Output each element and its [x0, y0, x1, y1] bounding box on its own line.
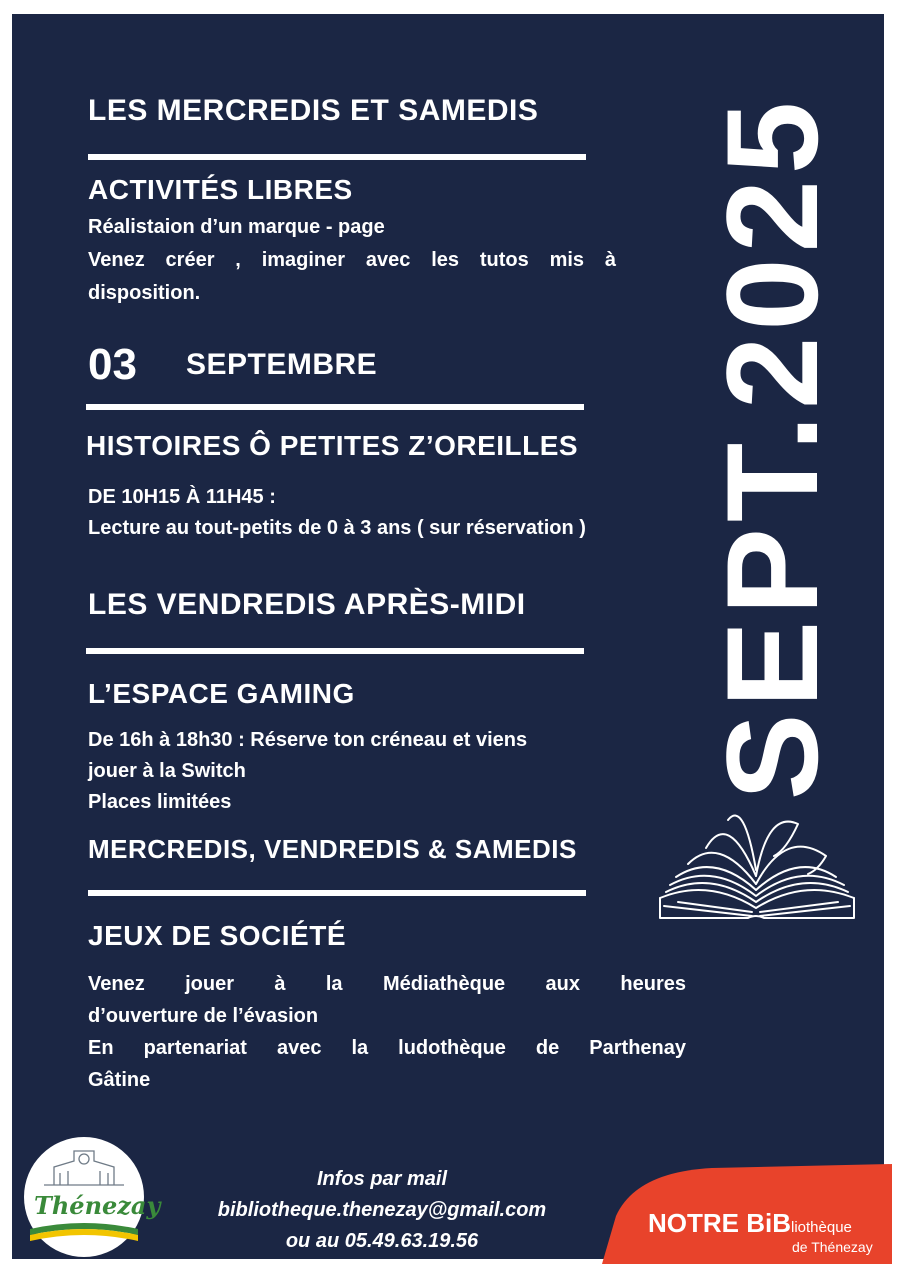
notre-bibliotheque-badge: [602, 1164, 892, 1264]
divider: [86, 648, 584, 654]
text-line: Venez jouer à la Médiathèque aux heures: [88, 973, 686, 995]
poster: [12, 14, 884, 1259]
text-line: Réalistaion d’un marque - page: [88, 216, 385, 238]
subheading-espace-gaming: L’ESPACE GAMING: [88, 678, 355, 709]
divider: [88, 890, 586, 896]
text-line: Venez créer , imaginer avec les tutos mis à: [88, 249, 616, 271]
contact-email: bibliotheque.thenezay@gmail.com: [217, 1199, 547, 1221]
contact-phone: ou au 05.49.63.19.56: [285, 1230, 479, 1252]
text-line: Lecture au tout-petits de 0 à 3 ans ( sur réservation ): [88, 517, 586, 539]
logo-text: Thénezay: [34, 1191, 161, 1220]
date-month: SEPTEMBRE: [186, 348, 378, 381]
subheading-activites-libres: ACTIVITÉS LIBRES: [88, 174, 353, 205]
heading-mer-ven-sam: MERCREDIS, VENDREDIS & SAMEDIS: [88, 834, 577, 864]
badge-title-big: NOTRE BiB: [648, 1208, 791, 1238]
badge-subtitle: de Thénezay: [792, 1239, 873, 1255]
text-line: jouer à la Switch: [88, 760, 246, 782]
contact-label: Infos par mail: [316, 1168, 448, 1190]
divider: [88, 154, 586, 160]
heading-vendredis: LES VENDREDIS APRÈS-MIDI: [88, 588, 526, 621]
text-line: d’ouverture de l’évasion: [88, 1005, 319, 1027]
badge-title: [648, 1208, 852, 1239]
date-day: 03: [88, 340, 137, 389]
text-line: Places limitées: [88, 791, 232, 813]
subheading-jeux-societe: JEUX DE SOCIÉTÉ: [88, 920, 347, 951]
text-line: De 16h à 18h30 : Réserve ton créneau et viens: [88, 729, 528, 751]
thenezay-logo: [24, 1137, 161, 1257]
subheading-histoires: HISTOIRES Ô PETITES Z’OREILLES: [86, 430, 579, 461]
heading-mercredis-samedis: LES MERCREDIS ET SAMEDIS: [88, 94, 539, 127]
badge-title-small: liothèque: [791, 1219, 852, 1236]
text-line: En partenariat avec la ludothèque de Parthenay: [88, 1037, 686, 1059]
text-line: DE 10H15 À 11H45 :: [88, 486, 276, 508]
text-line: disposition.: [88, 282, 201, 304]
divider: [86, 404, 584, 410]
vertical-title: SEPT.2025: [699, 95, 845, 801]
open-book-icon: [648, 790, 868, 930]
text-line: Gâtine: [88, 1069, 151, 1091]
contact-info: [192, 1164, 572, 1257]
